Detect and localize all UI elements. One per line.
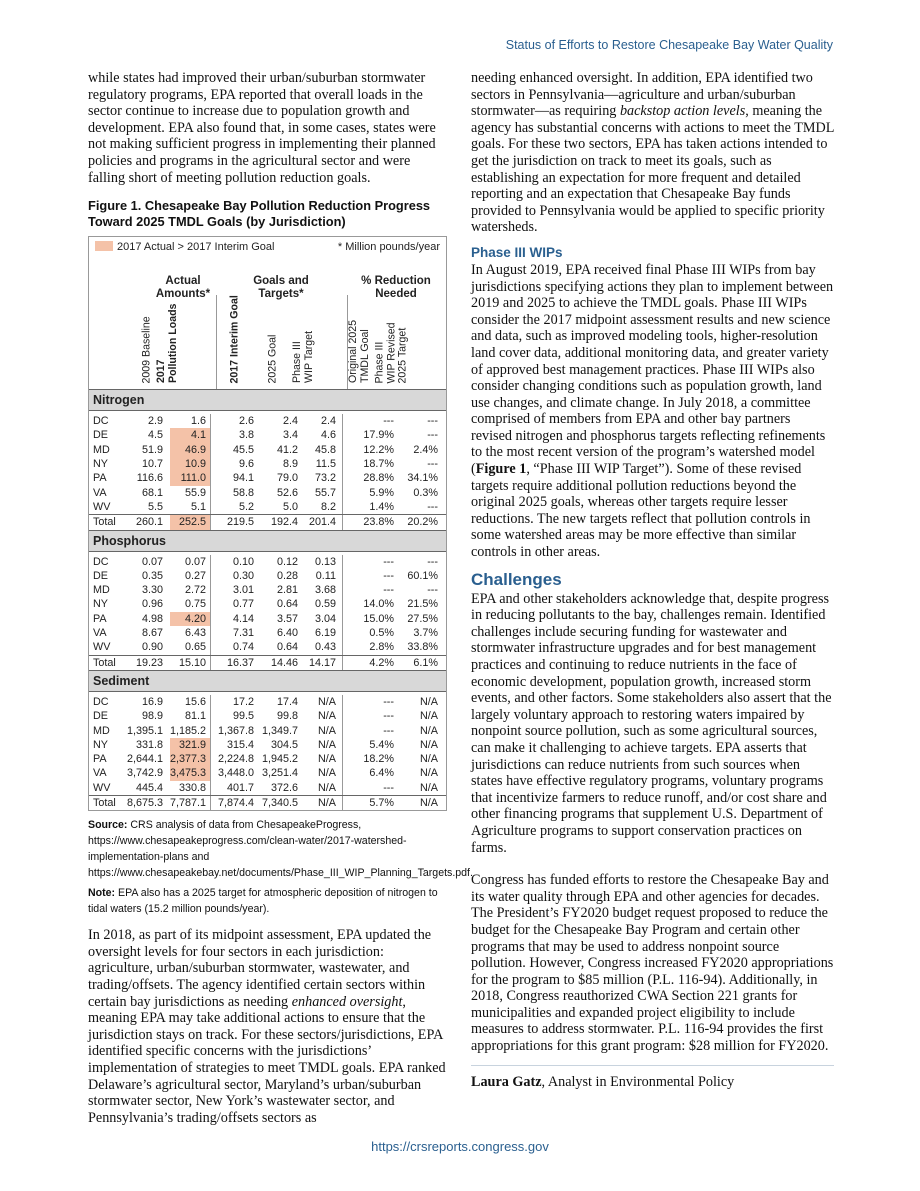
value-cell: 46.9 <box>170 443 210 457</box>
left-column <box>88 70 473 1126</box>
value-cell: --- <box>342 695 398 709</box>
value-cell: --- <box>342 709 398 723</box>
value-cell: 6.19 <box>314 627 336 640</box>
jurisdiction-cell: MD <box>93 584 110 597</box>
value-cell: 5.0 <box>282 500 298 513</box>
value-cell: 6.43 <box>184 627 206 640</box>
jurisdiction-cell: WV <box>93 781 111 794</box>
value-cell: 1,349.7 <box>261 724 298 737</box>
value-cell: 331.8 <box>135 738 163 751</box>
jurisdiction-cell: PA <box>93 472 107 485</box>
value-cell: 20.2% <box>407 516 438 529</box>
table-row <box>89 443 446 457</box>
value-cell: 5.1 <box>190 500 206 513</box>
value-cell: N/A <box>420 710 438 723</box>
pollution-table-figure <box>88 236 447 811</box>
value-cell: 8.2 <box>320 500 336 513</box>
value-cell: 0.3% <box>413 486 438 499</box>
value-cell: --- <box>342 414 398 428</box>
value-cell: 3.01 <box>210 583 258 597</box>
jurisdiction-cell: NY <box>93 598 108 611</box>
value-cell: 23.8% <box>342 515 398 529</box>
value-cell: 260.1 <box>135 516 163 529</box>
value-cell: 12.2% <box>342 443 398 457</box>
col-head-2017: 2017 Pollution Loads <box>155 303 179 384</box>
highlight-swatch <box>95 241 113 251</box>
value-cell: 14.17 <box>308 656 336 669</box>
value-cell: 4.14 <box>210 612 258 626</box>
right-column <box>471 70 834 1091</box>
jurisdiction-cell: NY <box>93 738 108 751</box>
value-cell: N/A <box>420 724 438 737</box>
value-cell: 111.0 <box>170 471 210 485</box>
value-cell: 68.1 <box>141 486 163 499</box>
value-cell: N/A <box>420 767 438 780</box>
value-cell: 0.43 <box>314 641 336 654</box>
figure-legend <box>89 237 446 255</box>
value-cell: 372.6 <box>270 781 298 794</box>
value-cell: 252.5 <box>170 515 210 529</box>
value-cell: N/A <box>318 738 336 751</box>
value-cell: N/A <box>420 753 438 766</box>
jurisdiction-cell: WV <box>93 500 111 513</box>
value-cell: 14.0% <box>342 597 398 611</box>
group-actual: Actual Amounts* <box>155 275 211 301</box>
challenges-paragraph: EPA and other stakeholders acknowledge that, despite progress in reducing pollutants to the bay, challenges remain. Identified challenges include securing funding for wastewater and stormwater infrastructure upgrades and for best management practices and continuing to reduce nutrients in the face of economic development, population growth, increased storm events, and other factors. Some stakeholders also assert that the largely voluntary approach to restoring waters impaired by nonpoint source pollution, such as some agricultural sources, can make it challenging to achieve targets. EPA asserts that jurisdictions can reduce nutrients from such sources when states have effective regulatory programs, voluntary programs that incentivize farmers to reduce runoff, and/or cost share and other financing programs that supplement U.S. Department of Agriculture programs to support conservation practices on farms. <box>471 590 832 856</box>
value-cell: --- <box>342 724 398 738</box>
value-cell: 3,742.9 <box>126 767 163 780</box>
value-cell: 21.5% <box>407 598 438 611</box>
table-row <box>89 583 446 597</box>
value-cell: 55.7 <box>314 486 336 499</box>
value-cell: --- <box>427 500 438 513</box>
value-cell: 18.7% <box>342 457 398 471</box>
group-goals: Goals and Targets* <box>253 275 309 301</box>
value-cell: 6.40 <box>276 627 298 640</box>
jurisdiction-cell: Total <box>93 796 116 809</box>
value-cell: 4.5 <box>147 429 163 442</box>
table-row <box>89 597 446 611</box>
value-cell: 3.57 <box>276 612 298 625</box>
header-divider <box>216 295 217 389</box>
value-cell: N/A <box>420 796 438 809</box>
value-cell: 58.8 <box>210 486 258 500</box>
value-cell: 28.8% <box>342 471 398 485</box>
value-cell: 10.7 <box>141 458 163 471</box>
table-row <box>89 738 446 752</box>
value-cell: 0.90 <box>141 641 163 654</box>
table-row <box>89 555 446 569</box>
value-cell: 8,675.3 <box>126 796 163 809</box>
col-head-2025: 2025 Goal <box>266 334 279 384</box>
value-cell: 16.37 <box>210 656 258 670</box>
table-row <box>89 640 446 654</box>
value-cell: 14.46 <box>270 656 298 669</box>
table-row <box>89 486 446 500</box>
jurisdiction-cell: DC <box>93 415 109 428</box>
value-cell: 2.8% <box>342 640 398 654</box>
author-byline: Laura Gatz, Analyst in Environmental Policy <box>471 1065 834 1091</box>
value-cell: 51.9 <box>141 443 163 456</box>
value-cell: 98.9 <box>141 710 163 723</box>
col-head-original: Original 2025 TMDL Goal <box>347 320 371 384</box>
value-cell: 0.10 <box>210 555 258 569</box>
heading-phase-iii: Phase III WIPs <box>471 244 563 260</box>
table-row <box>89 428 446 442</box>
table-row <box>89 795 446 810</box>
value-cell: 7,874.4 <box>210 796 258 810</box>
value-cell: 0.07 <box>141 555 163 568</box>
value-cell: 192.4 <box>270 516 298 529</box>
value-cell: 1,395.1 <box>126 724 163 737</box>
table-headers <box>89 255 446 390</box>
value-cell: 2,224.8 <box>210 752 258 766</box>
value-cell: 2.6 <box>210 414 258 428</box>
value-cell: 201.4 <box>308 516 336 529</box>
jurisdiction-cell: NY <box>93 458 108 471</box>
jurisdiction-cell: DE <box>93 710 108 723</box>
value-cell: 3,475.3 <box>170 766 210 780</box>
value-cell: 4.1 <box>170 428 210 442</box>
value-cell: 0.77 <box>210 597 258 611</box>
value-cell: 2.4 <box>320 415 336 428</box>
value-cell: 99.8 <box>276 710 298 723</box>
value-cell: 2.4% <box>413 443 438 456</box>
jurisdiction-cell: VA <box>93 486 107 499</box>
value-cell: 2.72 <box>184 584 206 597</box>
value-cell: 2.81 <box>276 584 298 597</box>
table-row <box>89 724 446 738</box>
figure-title: Figure 1. Chesapeake Bay Pollution Reduction Progress Toward 2025 TMDL Goals (by Jurisdiction) <box>88 198 431 229</box>
jurisdiction-cell: DE <box>93 429 108 442</box>
value-cell: 4.98 <box>141 612 163 625</box>
jurisdiction-cell: DC <box>93 555 109 568</box>
value-cell: 1.4% <box>342 500 398 514</box>
value-cell: 0.27 <box>184 569 206 582</box>
value-cell: 17.9% <box>342 428 398 442</box>
jurisdiction-cell: PA <box>93 753 107 766</box>
value-cell: --- <box>342 569 398 583</box>
value-cell: --- <box>427 429 438 442</box>
value-cell: 79.0 <box>276 472 298 485</box>
table-row <box>89 655 446 671</box>
value-cell: 4.6 <box>320 429 336 442</box>
value-cell: 3,251.4 <box>261 767 298 780</box>
jurisdiction-cell: Total <box>93 656 116 669</box>
jurisdiction-cell: MD <box>93 443 110 456</box>
table-row <box>89 500 446 514</box>
value-cell: 27.5% <box>407 612 438 625</box>
value-cell: 55.9 <box>184 486 206 499</box>
value-cell: 15.10 <box>178 656 206 669</box>
value-cell: 116.6 <box>136 472 163 485</box>
value-cell: N/A <box>318 796 336 809</box>
value-cell: 321.9 <box>170 738 210 752</box>
jurisdiction-cell: VA <box>93 767 107 780</box>
value-cell: 1,185.2 <box>170 724 207 737</box>
value-cell: N/A <box>318 710 336 723</box>
value-cell: --- <box>342 555 398 569</box>
value-cell: 5.2 <box>210 500 258 514</box>
value-cell: 0.13 <box>314 555 336 568</box>
value-cell: 0.75 <box>184 598 206 611</box>
figure-source: Source: CRS analysis of data from ChesapeakeProgress, https://www.chesapeakeprogress.com/clean-water/2017-watershed-implementation-plans and https://www.chesapeakebay.net/documents/Phase_III_WIP_Planning_Targets.pdf. <box>88 819 473 880</box>
intro-paragraph: while states had improved their urban/suburban stormwater regulatory programs, EPA reported that overall loads in the sector continue to increase due to population growth and development. EPA also found that, in some cases, states were not making sufficient progress in implementing their planned policies and programs in the agricultural sector and were falling short of meeting pollution reduction goals. <box>88 70 436 186</box>
table-row <box>89 612 446 626</box>
table-row <box>89 709 446 723</box>
value-cell: 401.7 <box>210 781 258 795</box>
phase-iii-paragraph: In August 2019, EPA received final Phase III WIPs from bay jurisdictions specifying actions they plan to implement between 2019 and 2025 to achieve the TMDL goals. Phase III WIPs consider the 2017 midpoint assessment results and new science and data, such as improved modeling tools, higher-resolution land cover data, additional monitoring data, and greater variety of approved best management practices. Phase III WIPs also consider changing conditions such as population growth, land use changes, and climate change. In July 2018, a committee comprised of members from EPA and other bay partners revised nitrogen and phosphorus targets reflecting refinements to the most recent version of the program’s watershed model (Figure 1, “Phase III WIP Target”). Some of these revised targets require additional pollution reductions beyond the original 2025 goals, whereas other targets require lesser reductions. The new targets reflect that pollution controls in some watershed areas may be more effective than similar controls in other areas. <box>471 261 834 561</box>
value-cell: 5.5 <box>147 500 163 513</box>
value-cell: 8.67 <box>141 627 163 640</box>
value-cell: N/A <box>318 781 336 794</box>
value-cell: 45.8 <box>314 443 336 456</box>
value-cell: 2.9 <box>147 415 163 428</box>
value-cell: 3.7% <box>413 627 438 640</box>
value-cell: 6.1% <box>413 656 438 669</box>
col-head-baseline: 2009 Baseline <box>140 316 153 384</box>
table-row <box>89 695 446 709</box>
funding-paragraph: Congress has funded efforts to restore the Chesapeake Bay and its water quality through EPA and other agencies for decades. The President’s FY2020 budget request proposed to reduce the budget for the Chesapeake Bay Program and certain other programs that may be used to address nonpoint source pollution. However, Congress increased FY2020 appropriations for the program to $85 million (P.L. 116-94). Additionally, in 2018, Congress reauthorized CWA Section 221 grants for municipalities and expanded project eligibility to include measures to address stormwater. P.L. 116-94 provides the first appropriations for this grant program: $28 million for FY2020. <box>471 872 834 1055</box>
running-header: Status of Efforts to Restore Chesapeake Bay Water Quality <box>505 38 833 52</box>
section-header: Sediment <box>89 671 446 692</box>
value-cell: 52.6 <box>276 486 298 499</box>
value-cell: 0.12 <box>276 555 298 568</box>
value-cell: 41.2 <box>276 443 298 456</box>
table-row <box>89 569 446 583</box>
value-cell: 5.9% <box>342 486 398 500</box>
figure-note: Note: EPA also has a 2025 target for atmospheric deposition of nitrogen to tidal waters (15.2 million pounds/year). <box>88 887 438 916</box>
value-cell: 0.30 <box>210 569 258 583</box>
value-cell: 0.59 <box>314 598 336 611</box>
value-cell: 330.8 <box>178 781 206 794</box>
value-cell: 219.5 <box>210 515 258 529</box>
value-cell: 3.8 <box>210 428 258 442</box>
value-cell: 81.1 <box>184 710 206 723</box>
value-cell: 73.2 <box>314 472 336 485</box>
table-row <box>89 471 446 485</box>
table-row <box>89 414 446 428</box>
col-head-interim: 2017 Interim Goal <box>228 294 241 384</box>
value-cell: 2,644.1 <box>126 753 163 766</box>
units-label: * Million pounds/year <box>337 241 440 254</box>
oversight-paragraph: In 2018, as part of its midpoint assessment, EPA updated the oversight levels for four sectors in each jurisdiction: agriculture, urban/suburban stormwater, wastewater, and trading/offsets. The agency identified certain sectors within certain bay jurisdictions as needing enhanced oversight, meaning EPA may take additional actions to ensure that the jurisdiction stays on track. For these sectors/jurisdictions, EPA identified specific concerns with the jurisdictions’ implementation of strategies to meet TMDL goals. EPA ranked Delaware’s agricultural sector, Maryland’s urban/suburban stormwater sector, New York’s wastewater sector, and Pennsylvania’s trading/offsets sectors as <box>88 927 446 1126</box>
table-row <box>89 752 446 766</box>
value-cell: 3,448.0 <box>210 766 258 780</box>
value-cell: 3.30 <box>141 584 163 597</box>
value-cell: 34.1% <box>407 472 438 485</box>
table-row <box>89 781 446 795</box>
section-header: Nitrogen <box>89 390 446 411</box>
jurisdiction-cell: Total <box>93 516 116 529</box>
group-pct: % Reduction Needed <box>361 275 431 301</box>
value-cell: --- <box>342 583 398 597</box>
value-cell: 4.20 <box>170 612 210 626</box>
value-cell: N/A <box>420 695 438 708</box>
value-cell: 99.5 <box>210 709 258 723</box>
value-cell: N/A <box>318 724 336 737</box>
footer-url[interactable]: https://crsreports.congress.gov <box>371 1139 549 1154</box>
value-cell: 19.23 <box>135 656 163 669</box>
jurisdiction-cell: VA <box>93 627 107 640</box>
value-cell: 0.5% <box>342 626 398 640</box>
value-cell: 0.35 <box>141 569 163 582</box>
value-cell: 3.04 <box>314 612 336 625</box>
value-cell: N/A <box>420 738 438 751</box>
value-cell: 315.4 <box>210 738 258 752</box>
value-cell: 33.8% <box>407 641 438 654</box>
value-cell: --- <box>427 584 438 597</box>
value-cell: 1,367.8 <box>210 724 258 738</box>
value-cell: 0.64 <box>276 598 298 611</box>
value-cell: --- <box>427 555 438 568</box>
value-cell: 3.4 <box>282 429 298 442</box>
value-cell: 0.07 <box>184 555 206 568</box>
value-cell: --- <box>427 415 438 428</box>
value-cell: 4.2% <box>342 656 398 670</box>
table-body <box>89 390 446 810</box>
value-cell: 1.6 <box>190 415 206 428</box>
col-head-wip: Phase III WIP Target <box>291 331 315 384</box>
section-header: Phosphorus <box>89 531 446 552</box>
col-head-revised: Phase III WIP Revised 2025 Target <box>373 322 409 384</box>
jurisdiction-cell: WV <box>93 641 111 654</box>
backstop-paragraph: needing enhanced oversight. In addition, EPA identified two sectors in Pennsylvania—agriculture and urban/suburban stormwater—as requiring backstop action levels, meaning the agency has substantial concerns with actions to meet the TMDL goals. For these two sectors, EPA has taken actions intended to get the jurisdiction on track to meet its goals, such as establishing an expectation for more frequent and detailed reporting and an expectation that Chesapeake Bay funds provided to Pennsylvania would be applied to specific priority watersheds. <box>471 70 834 236</box>
value-cell: 2,377.3 <box>170 752 210 766</box>
value-cell: 15.6 <box>184 695 206 708</box>
value-cell: 2.4 <box>282 415 298 428</box>
heading-challenges: Challenges <box>471 569 562 589</box>
value-cell: 0.74 <box>210 640 258 654</box>
value-cell: 7,787.1 <box>170 796 207 809</box>
jurisdiction-cell: DE <box>93 569 108 582</box>
value-cell: 7.31 <box>210 626 258 640</box>
value-cell: 45.5 <box>210 443 258 457</box>
value-cell: 0.65 <box>184 641 206 654</box>
value-cell: 10.9 <box>170 457 210 471</box>
value-cell: 16.9 <box>141 695 163 708</box>
value-cell: 0.28 <box>276 569 298 582</box>
value-cell: --- <box>342 781 398 795</box>
value-cell: --- <box>427 458 438 471</box>
value-cell: 1,945.2 <box>261 753 298 766</box>
value-cell: 6.4% <box>342 766 398 780</box>
value-cell: 8.9 <box>282 458 298 471</box>
value-cell: 7,340.5 <box>261 796 298 809</box>
value-cell: 0.96 <box>141 598 163 611</box>
table-row <box>89 626 446 640</box>
table-row <box>89 766 446 780</box>
value-cell: N/A <box>420 781 438 794</box>
value-cell: 5.4% <box>342 738 398 752</box>
value-cell: 11.5 <box>315 458 336 471</box>
value-cell: 5.7% <box>342 796 398 810</box>
value-cell: 0.64 <box>276 641 298 654</box>
value-cell: 18.2% <box>342 752 398 766</box>
value-cell: 17.4 <box>276 695 298 708</box>
table-row <box>89 457 446 471</box>
jurisdiction-cell: MD <box>93 724 110 737</box>
value-cell: 9.6 <box>210 457 258 471</box>
table-row <box>89 514 446 530</box>
value-cell: 3.68 <box>314 584 336 597</box>
value-cell: 445.4 <box>135 781 163 794</box>
value-cell: N/A <box>318 767 336 780</box>
legend-label: 2017 Actual > 2017 Interim Goal <box>117 241 275 254</box>
jurisdiction-cell: PA <box>93 612 107 625</box>
value-cell: 94.1 <box>210 471 258 485</box>
jurisdiction-cell: DC <box>93 695 109 708</box>
value-cell: 15.0% <box>342 612 398 626</box>
value-cell: N/A <box>318 695 336 708</box>
value-cell: N/A <box>318 753 336 766</box>
value-cell: 60.1% <box>407 569 438 582</box>
value-cell: 0.11 <box>315 569 336 582</box>
value-cell: 17.2 <box>210 695 258 709</box>
value-cell: 304.5 <box>270 738 298 751</box>
